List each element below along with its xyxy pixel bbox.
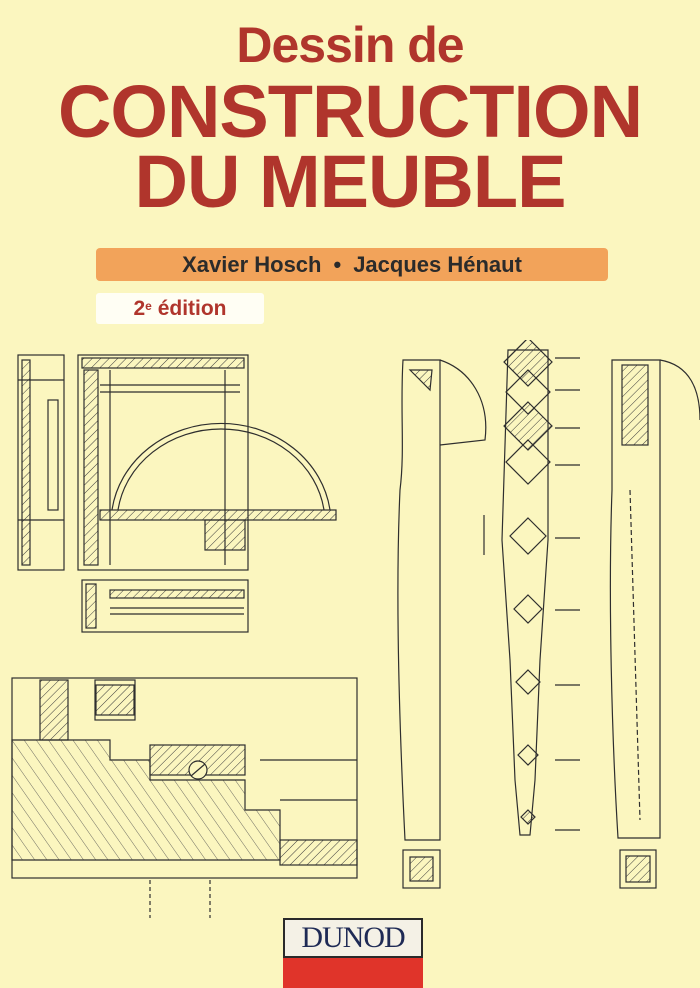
edition-word: édition bbox=[157, 296, 227, 320]
edition-label bbox=[96, 293, 264, 324]
publisher-logo bbox=[283, 918, 423, 988]
baluster-drawing bbox=[484, 340, 580, 835]
leg-section-drawing bbox=[610, 360, 700, 888]
edition-number: 2 bbox=[133, 296, 146, 320]
title-line-2: CONSTRUCTION bbox=[57, 70, 643, 153]
author-1: Xavier Hosch bbox=[182, 251, 322, 277]
author-separator: • bbox=[333, 251, 342, 277]
publisher-name: DUNOD bbox=[301, 921, 405, 954]
cabinet-section-drawing bbox=[18, 355, 336, 632]
publisher-plate bbox=[283, 918, 423, 958]
technical-drawings bbox=[0, 340, 700, 918]
publisher-red-bar bbox=[283, 958, 423, 988]
authors-band bbox=[96, 248, 608, 281]
cabriole-leg-drawing bbox=[398, 360, 486, 888]
edition-superscript: e bbox=[145, 298, 152, 313]
joinery-detail-drawing bbox=[12, 678, 357, 918]
author-2: Jacques Hénaut bbox=[353, 251, 522, 277]
title-line-3: DU MEUBLE bbox=[134, 140, 566, 223]
title-line-1: Dessin de bbox=[236, 17, 464, 73]
